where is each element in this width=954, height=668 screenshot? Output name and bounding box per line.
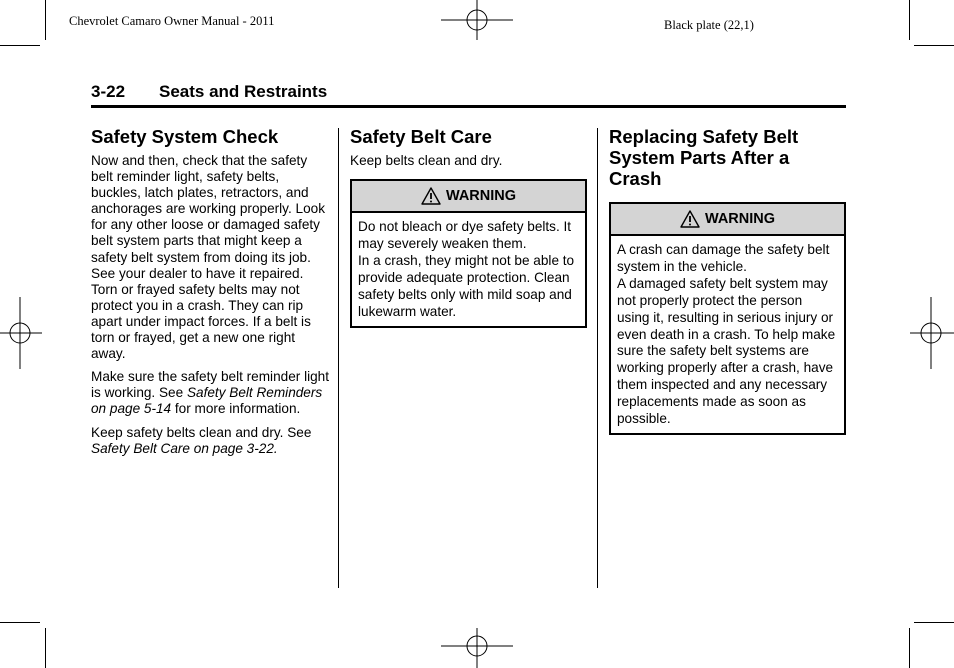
section-title: Seats and Restraints bbox=[159, 82, 328, 101]
heading-replacing-parts: Replacing Safety Belt System Parts After a Crash bbox=[609, 126, 799, 189]
column-safety-belt-care bbox=[350, 126, 587, 328]
crop-mark-tl-h bbox=[0, 45, 40, 46]
warning-label: WARNING bbox=[445, 188, 517, 205]
crop-mark-bl-h bbox=[0, 622, 40, 623]
warning-header bbox=[352, 181, 585, 213]
crop-mark-br-h bbox=[914, 622, 954, 623]
crop-mark-bl-v bbox=[45, 628, 46, 668]
warning-body bbox=[352, 213, 585, 325]
section-header bbox=[91, 80, 846, 108]
warning-triangle-icon bbox=[680, 210, 700, 228]
plate-label: Black plate (22,1) bbox=[664, 18, 754, 32]
warning-text: A crash can damage the safety belt system in the vehicle. bbox=[617, 242, 830, 274]
crop-mark-br-v bbox=[909, 628, 910, 668]
heading-safety-belt-care: Safety Belt Care bbox=[350, 126, 492, 147]
warning-triangle-icon bbox=[421, 187, 441, 205]
paragraph: Now and then, check that the safety belt reminder light, safety belts, buckles, latch plates, retractors, and anchorages are working properly. Look for any other loose or damaged safety belt system parts that might keep a safety belt system from doing its job. See your dealer to have it repaired. Torn or frayed safety belts may not protect you in a crash. They can rip apart under impact forces. If a belt is torn or frayed, get a new one right away. bbox=[91, 153, 325, 362]
paragraph bbox=[91, 425, 329, 457]
warning-label: WARNING bbox=[704, 211, 776, 227]
warning-text: A damaged safety belt system may not properly protect the person using it, resulting in serious injury or even death in a crash. To help make sure the safety belt systems are working properly after a crash, have them inspected and any necessary replacements made as soon as possible. bbox=[617, 275, 836, 427]
registration-mark-icon bbox=[441, 0, 513, 44]
column-divider bbox=[338, 128, 339, 588]
text: Keep safety belts clean and dry. See bbox=[91, 424, 312, 440]
paragraph: Keep belts clean and dry. bbox=[350, 153, 503, 168]
page-number: 3-22 bbox=[91, 82, 126, 101]
crop-mark-tr-v bbox=[909, 0, 910, 40]
paragraph bbox=[91, 369, 329, 417]
warning-body bbox=[611, 236, 844, 433]
cross-reference-link[interactable]: Safety Belt Care on page 3-22. bbox=[91, 440, 278, 456]
cross-reference-link[interactable]: Safety Belt Reminders on page 5-14 bbox=[91, 385, 323, 417]
warning-box bbox=[350, 179, 587, 327]
heading-safety-system-check: Safety System Check bbox=[91, 126, 279, 147]
registration-mark-icon bbox=[0, 297, 42, 369]
registration-mark-icon bbox=[910, 297, 954, 369]
crop-mark-tr-h bbox=[914, 45, 954, 46]
column-safety-system-check bbox=[91, 126, 329, 464]
document-title: Chevrolet Camaro Owner Manual - 2011 bbox=[69, 14, 275, 28]
text: for more information. bbox=[171, 401, 301, 417]
warning-header bbox=[611, 204, 844, 236]
text: Make sure the safety belt reminder light is working. See bbox=[91, 369, 330, 401]
warning-text: Do not bleach or dye safety belts. It may severely weaken them. bbox=[358, 219, 572, 251]
warning-text: In a crash, they might not be able to provide adequate protection. Clean safety belts only with mild soap and lukewarm water. bbox=[358, 252, 575, 319]
column-replacing-parts bbox=[609, 126, 846, 435]
warning-box bbox=[609, 202, 846, 435]
registration-mark-icon bbox=[441, 626, 513, 668]
column-divider bbox=[597, 128, 598, 588]
crop-mark-tl-v bbox=[45, 0, 46, 40]
